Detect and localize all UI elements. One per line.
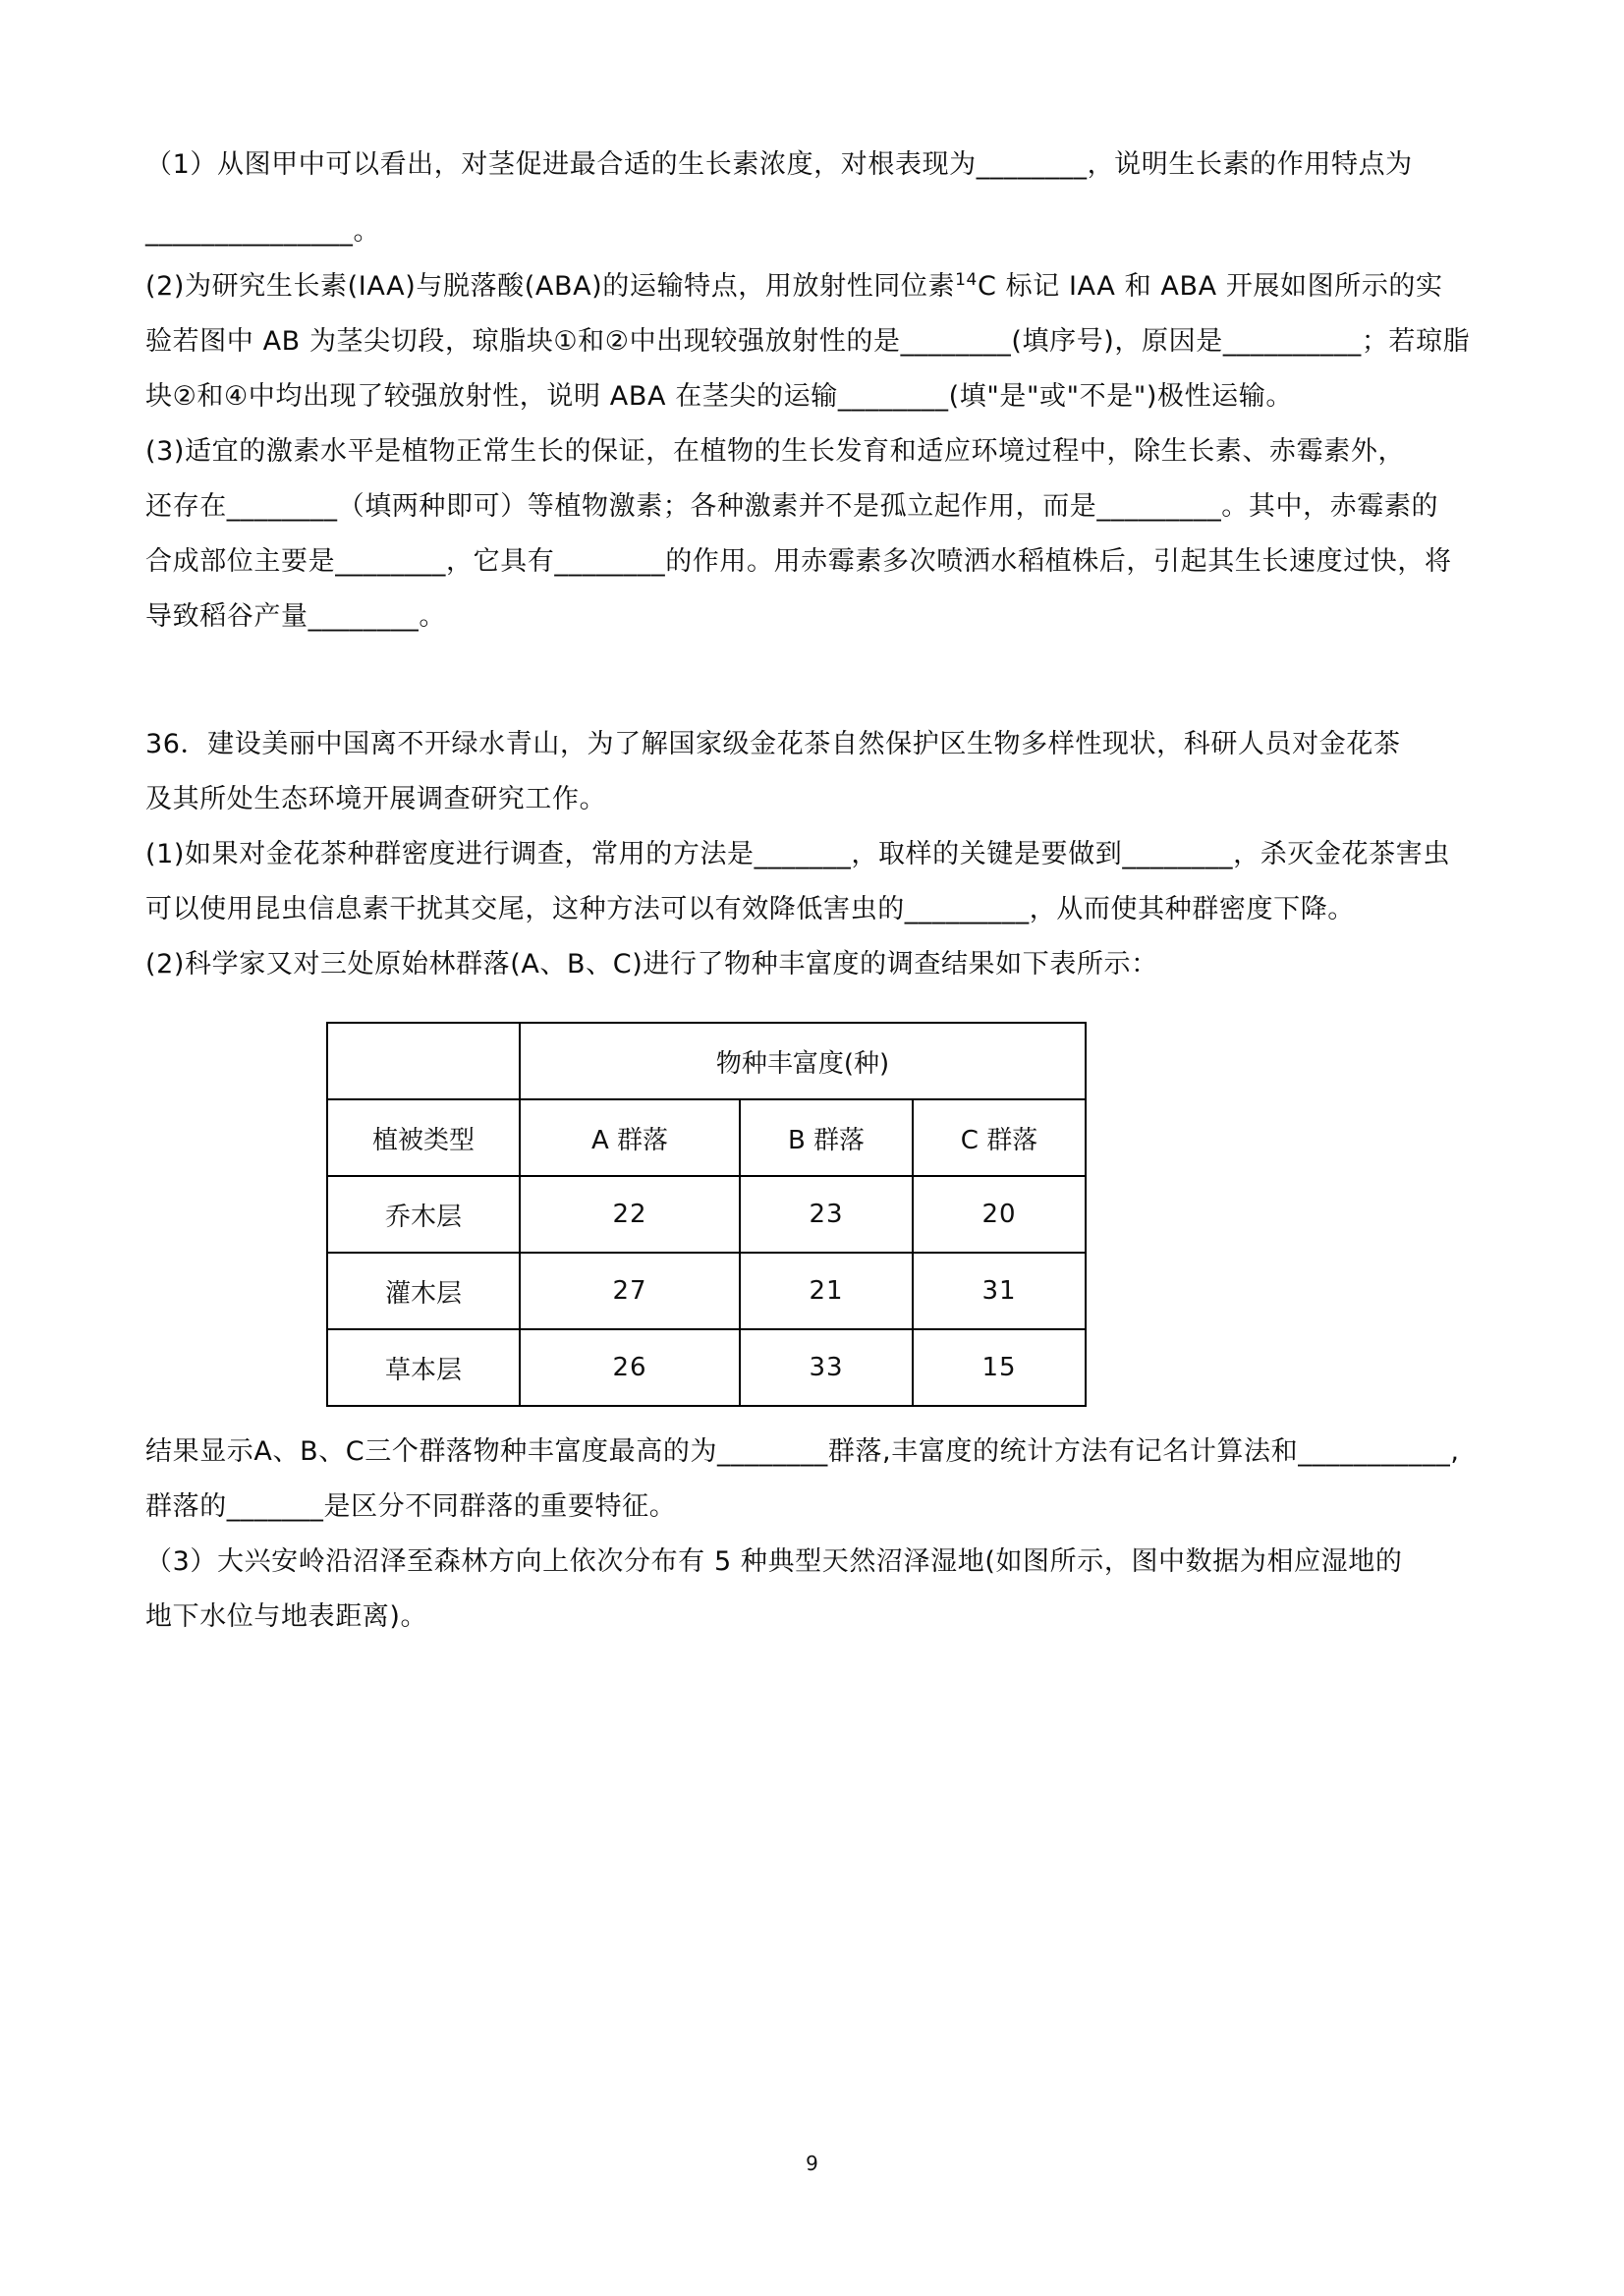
table-row-column-headers bbox=[327, 1099, 1086, 1176]
q35-sub2-line3: 块②和④中均出现了较强放射性，说明 ABA 在茎尖的运输________(填"是"或"不是")极性运输。 bbox=[145, 381, 1293, 412]
table-cell-row-label-tree: 乔木层 bbox=[327, 1176, 520, 1253]
isotope-superscript-14: 14 bbox=[955, 270, 978, 290]
table-header-community-c: C 群落 bbox=[913, 1099, 1086, 1176]
q36-stem-line2: 及其所处生态环境开展调查研究工作。 bbox=[145, 784, 607, 814]
table-cell-shrub-a: 27 bbox=[520, 1253, 740, 1329]
spacer-between-questions bbox=[145, 644, 1501, 717]
q36-after-table-line1: 结果显示A、B、C三个群落物种丰富度最高的为________群落,丰富度的统计方法有记名计算法和___________, bbox=[145, 1436, 1460, 1467]
table-cell-empty-corner bbox=[327, 1023, 520, 1099]
table-header-richness: 物种丰富度(种) bbox=[520, 1023, 1086, 1099]
page-content bbox=[145, 138, 1501, 1645]
q36-sub3-line2: 地下水位与地表距离)。 bbox=[145, 1601, 428, 1632]
q35-sub2 bbox=[145, 259, 1501, 424]
page-number: 9 bbox=[806, 2152, 818, 2175]
q35-sub3-line2: 还存在________（填两种即可）等植物激素；各种激素并不是孤立起作用，而是_________。其中，赤霉素的 bbox=[145, 491, 1439, 522]
table-cell-tree-c: 20 bbox=[913, 1176, 1086, 1253]
table-cell-row-label-herb: 草本层 bbox=[327, 1329, 520, 1406]
q36-after-table-line2: 群落的_______是区分不同群落的重要特征。 bbox=[145, 1491, 677, 1522]
q36-sub1-line2: 可以使用昆虫信息素干扰其交尾，这种方法可以有效降低害虫的_________，从而使其种群密度下降。 bbox=[145, 894, 1355, 924]
table-row-header-top bbox=[327, 1023, 1086, 1099]
table-header-vegetation-type: 植被类型 bbox=[327, 1099, 520, 1176]
q35-sub2-line1-text-b: C 标记 IAA 和 ABA 开展如图所示的实 bbox=[977, 271, 1443, 302]
q35-sub1-line1: （1）从图甲中可以看出，对茎促进最合适的生长素浓度，对根表现为________，说明生长素的作用特点为 bbox=[145, 149, 1413, 180]
q35-sub3-line1: (3)适宜的激素水平是植物正常生长的保证，在植物的生长发育和适应环境过程中，除生长素、赤霉素外， bbox=[145, 436, 1406, 467]
q35-sub1 bbox=[145, 138, 1501, 259]
q36-stem bbox=[145, 717, 1501, 827]
table-cell-herb-a: 26 bbox=[520, 1329, 740, 1406]
q36-sub1 bbox=[145, 827, 1501, 937]
q35-sub2-line1 bbox=[145, 259, 1501, 314]
table-row bbox=[327, 1176, 1086, 1253]
q35-sub3-line3: 合成部位主要是________，它具有________的作用。用赤霉素多次喷洒水稻植株后，引起其生长速度过快，将 bbox=[145, 546, 1452, 577]
q36-sub2-line1: (2)科学家又对三处原始林群落(A、B、C)进行了物种丰富度的调查结果如下表所示： bbox=[145, 949, 1158, 980]
table-row bbox=[327, 1329, 1086, 1406]
spacer bbox=[145, 193, 1501, 204]
q35-sub2-line2: 验若图中 AB 为茎尖切段，琼脂块①和②中出现较强放射性的是________(填序号)，原因是__________；若琼脂 bbox=[145, 326, 1471, 357]
q36-sub3 bbox=[145, 1535, 1501, 1645]
table-cell-shrub-c: 31 bbox=[913, 1253, 1086, 1329]
q35-sub3-line4: 导致稻谷产量________。 bbox=[145, 601, 446, 632]
table-cell-tree-b: 23 bbox=[740, 1176, 913, 1253]
q35-sub1-line2: _______________。 bbox=[145, 216, 381, 247]
q35-sub2-line1-text-a: (2)为研究生长素(IAA)与脱落酸(ABA)的运输特点，用放射性同位素 bbox=[145, 271, 956, 302]
q36-after-table bbox=[145, 1425, 1501, 1535]
q36-sub3-line1: （3）大兴安岭沿沼泽至森林方向上依次分布有 5 种典型天然沼泽湿地(如图所示，图中数据为相应湿地的 bbox=[145, 1546, 1403, 1577]
table-row bbox=[327, 1253, 1086, 1329]
table-cell-row-label-shrub: 灌木层 bbox=[327, 1253, 520, 1329]
table-header-community-a: A 群落 bbox=[520, 1099, 740, 1176]
table-cell-tree-a: 22 bbox=[520, 1176, 740, 1253]
q36-sub1-line1: (1)如果对金花茶种群密度进行调查，常用的方法是_______，取样的关键是要做到________，杀灭金花茶害虫 bbox=[145, 839, 1450, 869]
q35-sub3 bbox=[145, 424, 1501, 644]
species-richness-table-wrapper bbox=[145, 1022, 1501, 1407]
q36-stem-line1: 36．建设美丽中国离不开绿水青山，为了解国家级金花茶自然保护区生物多样性现状，科研人员对金花茶 bbox=[145, 729, 1401, 759]
species-richness-table bbox=[326, 1022, 1087, 1407]
table-cell-herb-b: 33 bbox=[740, 1329, 913, 1406]
table-cell-herb-c: 15 bbox=[913, 1329, 1086, 1406]
table-cell-shrub-b: 21 bbox=[740, 1253, 913, 1329]
q36-sub2 bbox=[145, 937, 1501, 992]
table-header-community-b: B 群落 bbox=[740, 1099, 913, 1176]
